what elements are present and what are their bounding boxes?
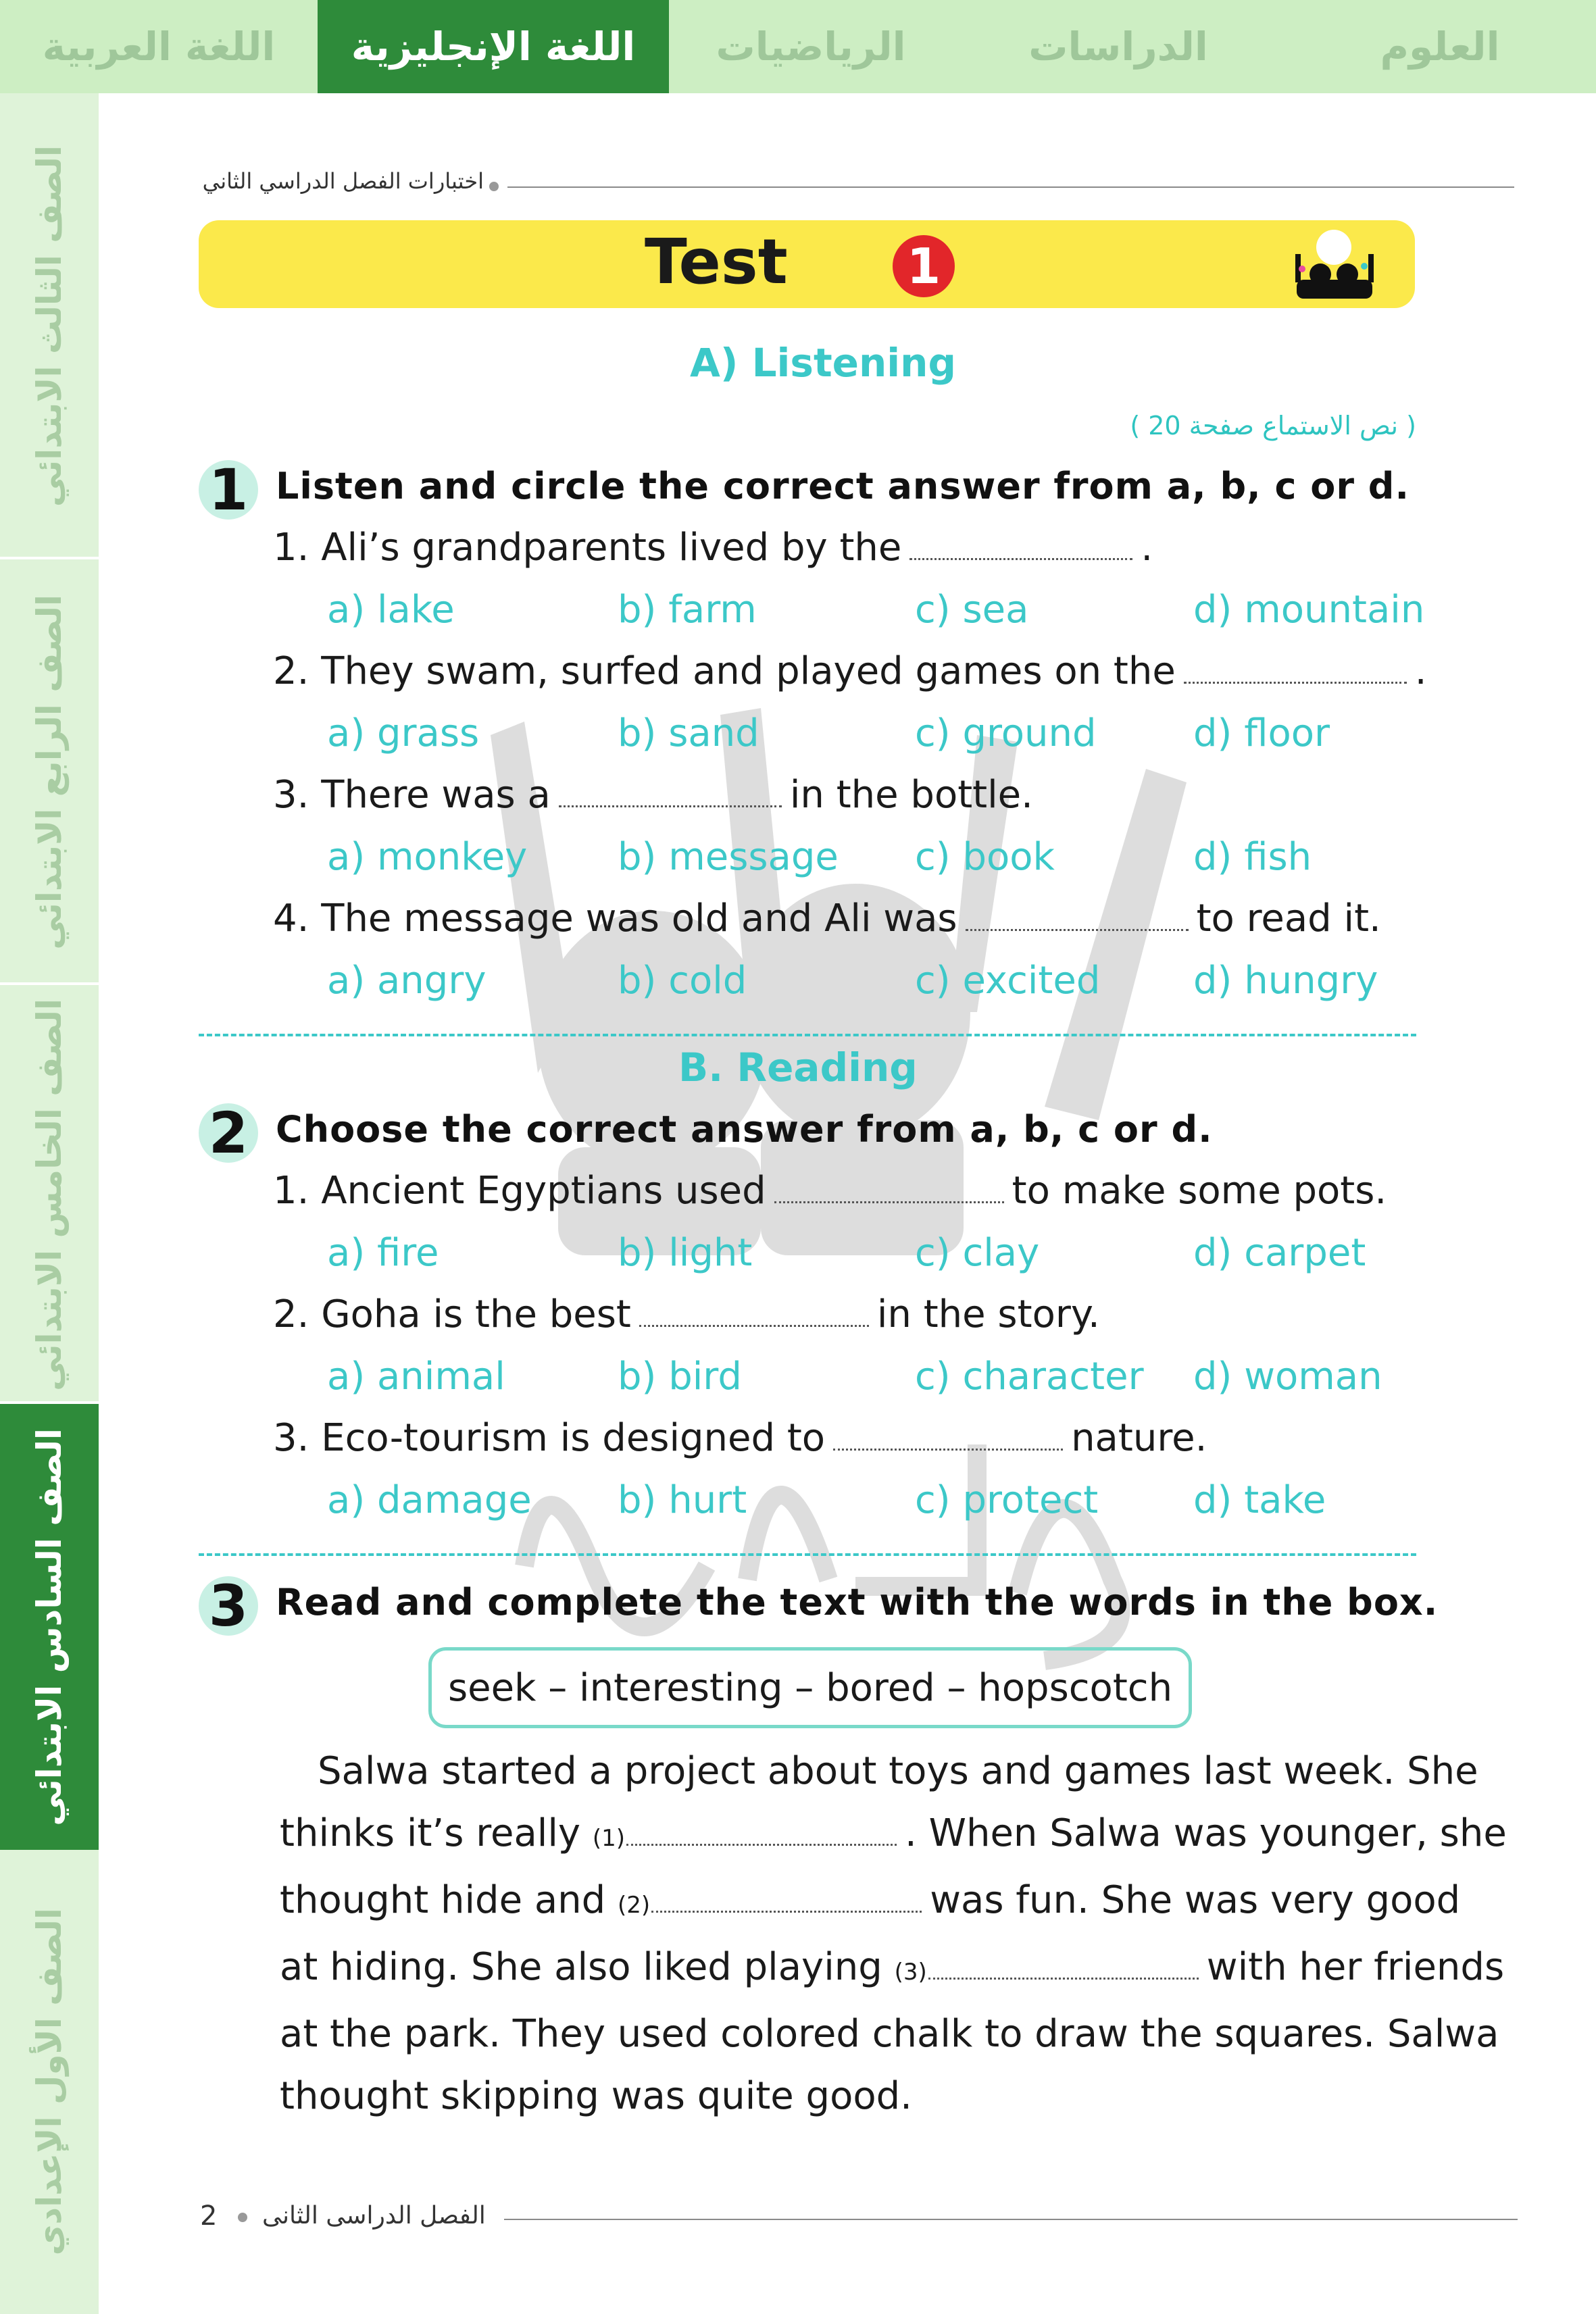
question-item (273, 1292, 1100, 1336)
question-item (273, 526, 1153, 570)
question-number: 1 (199, 460, 258, 520)
question-item (273, 1169, 1387, 1213)
tab-grade-3[interactable] (0, 93, 99, 559)
listening-page-note: ( نص الاستماع صفحة 20 ) (1130, 411, 1416, 441)
item-text: . (1141, 526, 1153, 570)
passage-text: thinks it’s really (280, 1811, 581, 1855)
page-header (200, 164, 1514, 211)
option-b[interactable]: b) hurt (618, 1478, 747, 1522)
option-d[interactable]: d) mountain (1193, 588, 1425, 632)
item-text: 1. Ancient Egyptians used (273, 1169, 766, 1213)
item-text: 3. There was a (273, 773, 551, 817)
option-d[interactable]: d) hungry (1193, 959, 1378, 1003)
tab-label: الدراسات (1028, 24, 1208, 70)
answer-blank[interactable] (651, 1910, 922, 1913)
tab-grade-6[interactable] (0, 1404, 99, 1850)
option-d[interactable]: d) woman (1193, 1355, 1382, 1399)
option-c[interactable]: c) sea (915, 588, 1029, 632)
item-text: nature. (1071, 1416, 1207, 1460)
tab-prep-1[interactable] (0, 1850, 99, 2314)
kids-logo-icon (1283, 220, 1385, 315)
page-number: 2 (200, 2200, 218, 2232)
question-title: Read and complete the text with the words in the box. (276, 1581, 1439, 1624)
page-footer (200, 2198, 1518, 2238)
passage-line (280, 1869, 1461, 1936)
option-a[interactable]: a) damage (327, 1478, 532, 1522)
test-title: Test (645, 226, 788, 298)
test-number-badge: 1 (893, 235, 955, 297)
option-a[interactable]: a) fire (327, 1231, 439, 1275)
tab-label: اللغة الإنجليزية (351, 24, 636, 70)
option-c[interactable]: c) excited (915, 959, 1101, 1003)
header-title: اختبارات الفصل الدراسي الثاني (202, 168, 484, 194)
item-text: to read it. (1196, 897, 1381, 940)
test-banner (199, 220, 1415, 308)
blank-number: (3) (894, 1959, 927, 1986)
item-text: in the bottle. (789, 773, 1033, 817)
passage-line (280, 1803, 1507, 1869)
item-text: in the story. (876, 1292, 1100, 1336)
subject-tabs (0, 0, 1596, 93)
passage-line: Salwa started a project about toys and games last week. She (318, 1749, 1478, 1793)
option-b[interactable]: b) light (618, 1231, 753, 1275)
option-b[interactable]: b) bird (618, 1355, 742, 1399)
answer-blank[interactable] (833, 1448, 1063, 1451)
item-text: 2. Goha is the best (273, 1292, 631, 1336)
header-bullet (489, 182, 499, 191)
answer-blank[interactable] (966, 928, 1189, 931)
option-c[interactable]: c) character (915, 1355, 1144, 1399)
option-d[interactable]: d) take (1193, 1478, 1326, 1522)
footer-term: الفصل الدراسى الثانى (262, 2202, 486, 2230)
passage-line: thought skipping was quite good. (280, 2074, 912, 2118)
section-divider (199, 1034, 1416, 1036)
option-a[interactable]: a) monkey (327, 835, 528, 879)
option-a[interactable]: a) animal (327, 1355, 505, 1399)
section-listening-title: A) Listening (690, 340, 956, 386)
option-a[interactable]: a) grass (327, 711, 480, 755)
option-c[interactable]: c) ground (915, 711, 1097, 755)
tab-label: الصف الثالث الابتدائي (30, 145, 69, 507)
option-a[interactable]: a) lake (327, 588, 455, 632)
blank-number: (1) (592, 1825, 626, 1852)
reading-passage (280, 1740, 1507, 2128)
blank-number: (2) (618, 1892, 651, 1919)
question-item (273, 1416, 1207, 1460)
question-number: 3 (199, 1576, 258, 1636)
option-b[interactable]: b) message (618, 835, 839, 879)
tab-grade-5[interactable] (0, 985, 99, 1404)
passage-text: thought hide and (280, 1878, 606, 1922)
option-c[interactable]: c) protect (915, 1478, 1099, 1522)
option-a[interactable]: a) angry (327, 959, 487, 1003)
section-reading-title: B. Reading (678, 1045, 918, 1090)
tab-label: الصف السادس الابتدائي (30, 1428, 69, 1826)
passage-text: at hiding. She also liked playing (280, 1945, 882, 1989)
option-b[interactable]: b) cold (618, 959, 747, 1003)
passage-text: with her friends (1206, 1945, 1505, 1989)
tab-science[interactable] (1284, 0, 1596, 93)
tab-arabic[interactable] (0, 0, 318, 93)
tab-label: الصف الأول الإعدادي (30, 1908, 69, 2256)
header-rule (507, 186, 1514, 188)
option-c[interactable]: c) book (915, 835, 1055, 879)
question-number: 2 (199, 1103, 258, 1163)
item-text: 1. Ali’s grandparents lived by the (273, 526, 902, 570)
question-title: Choose the correct answer from a, b, c or d. (276, 1108, 1213, 1151)
option-d[interactable]: d) carpet (1193, 1231, 1366, 1275)
section-divider (199, 1553, 1416, 1556)
question-title: Listen and circle the correct answer from a, b, c or d. (276, 465, 1410, 507)
item-text: to make some pots. (1012, 1169, 1387, 1213)
option-c[interactable]: c) clay (915, 1231, 1040, 1275)
tab-label: الصف الرابع الابتدائي (30, 595, 69, 950)
answer-blank[interactable] (1184, 681, 1407, 684)
item-text: . (1414, 649, 1427, 693)
answer-blank[interactable] (626, 1843, 897, 1846)
item-text: 3. Eco-tourism is designed to (273, 1416, 826, 1460)
worksheet-page (99, 93, 1596, 2314)
answer-blank[interactable] (639, 1324, 869, 1327)
answer-blank[interactable] (559, 805, 782, 807)
grade-tabs (0, 93, 99, 2314)
tab-label: الرياضيات (716, 24, 906, 70)
option-b[interactable]: b) farm (618, 588, 757, 632)
answer-blank[interactable] (774, 1201, 1004, 1203)
item-text: 4. The message was old and Ali was (273, 897, 957, 940)
word-box: seek – interesting – bored – hopscotch (428, 1647, 1192, 1728)
tab-label: اللغة العربية (42, 24, 276, 70)
passage-text: . When Salwa was younger, she (905, 1811, 1507, 1855)
tab-english[interactable] (318, 0, 669, 93)
tab-math[interactable] (669, 0, 953, 93)
tab-grade-4[interactable] (0, 559, 99, 985)
question-item (273, 649, 1427, 693)
tab-social-studies[interactable] (959, 0, 1277, 93)
footer-bullet (238, 2213, 247, 2222)
answer-blank[interactable] (909, 557, 1132, 560)
passage-line: at the park. They used colored chalk to draw the squares. Salwa (280, 2012, 1499, 2056)
passage-text: was fun. She was very good (930, 1878, 1461, 1922)
passage-line (280, 1936, 1505, 2003)
tab-label: العلوم (1380, 24, 1500, 70)
answer-blank[interactable] (928, 1977, 1199, 1980)
option-d[interactable]: d) floor (1193, 711, 1330, 755)
footer-rule (504, 2219, 1518, 2220)
option-d[interactable]: d) fish (1193, 835, 1312, 879)
question-item (273, 897, 1381, 940)
item-text: 2. They swam, surfed and played games on the (273, 649, 1176, 693)
tab-label: الصف الخامس الابتدائي (30, 998, 69, 1391)
question-item (273, 773, 1033, 817)
option-b[interactable]: b) sand (618, 711, 759, 755)
